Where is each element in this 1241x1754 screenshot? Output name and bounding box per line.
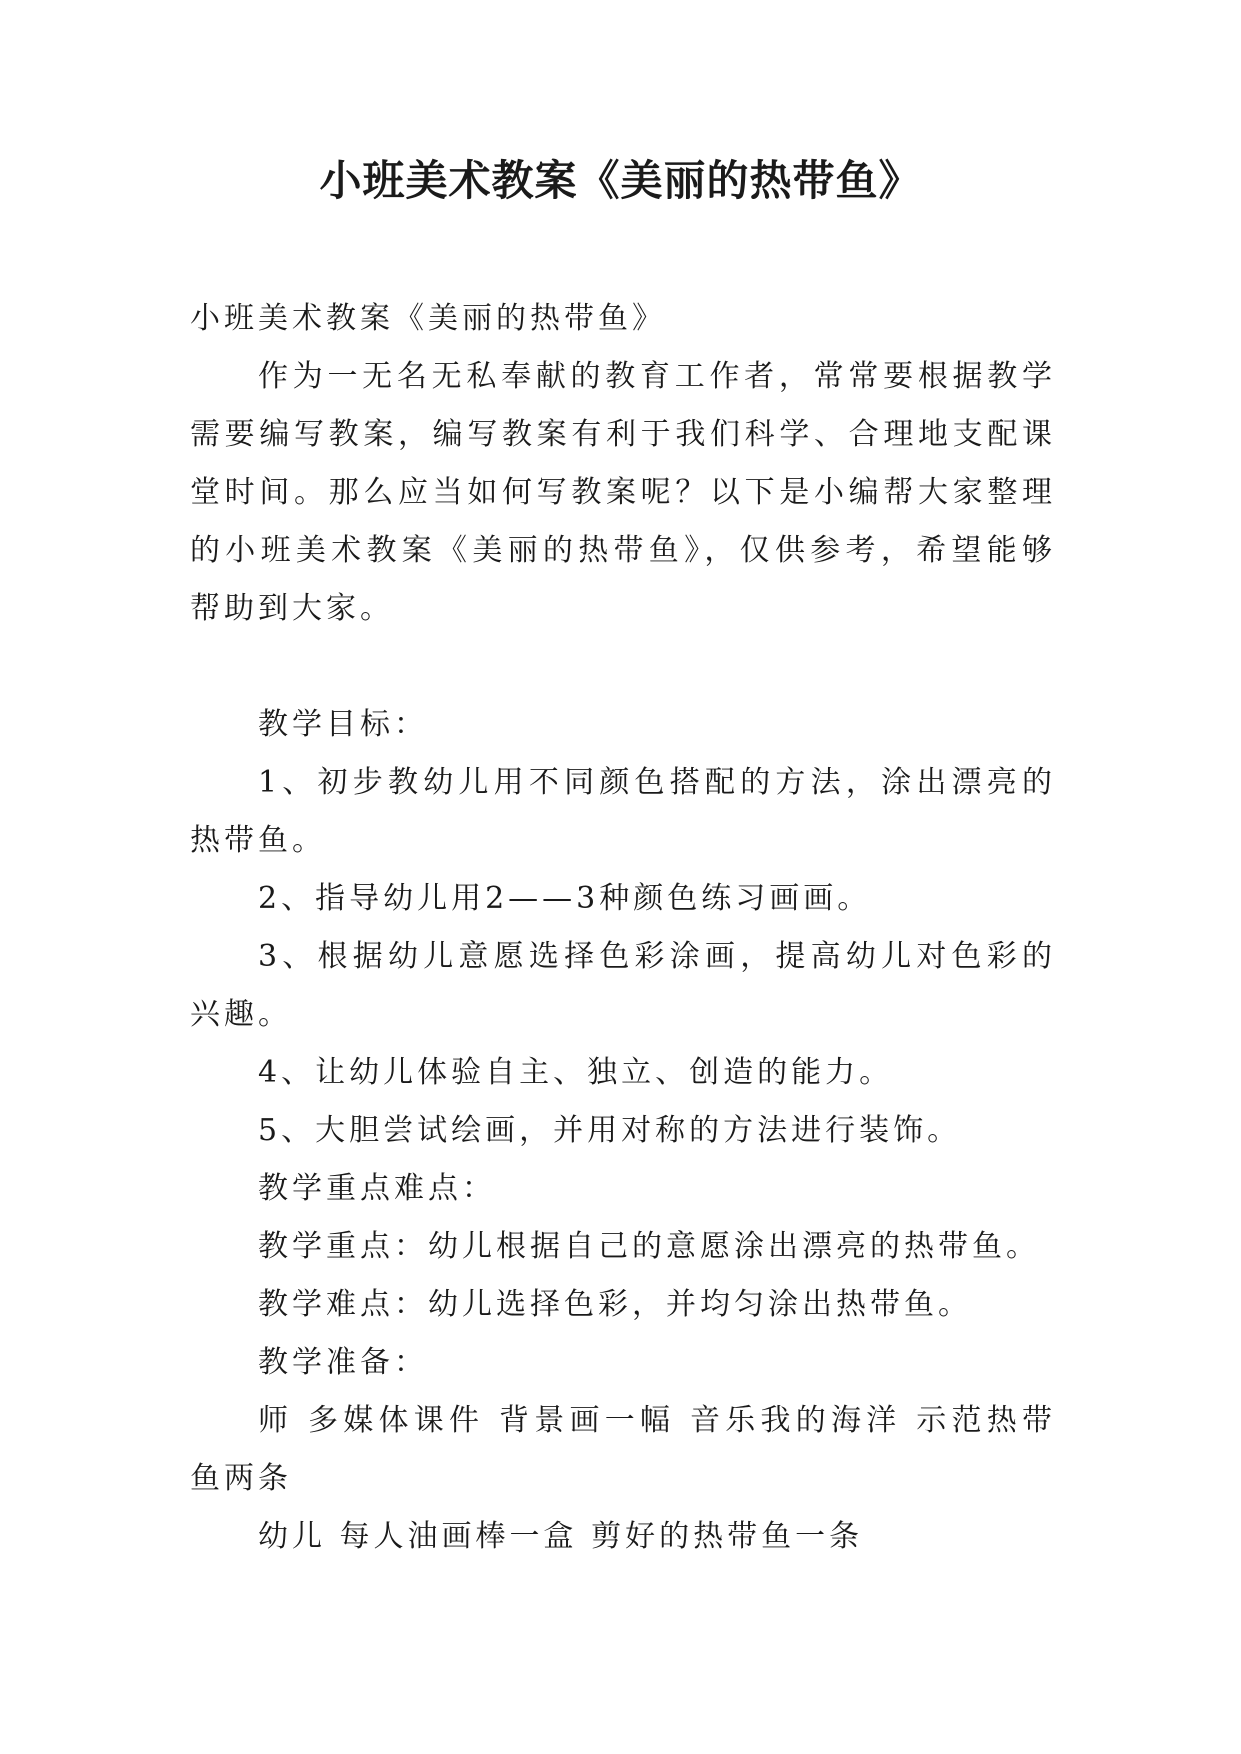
preparation-teacher: 师 多媒体课件 背景画一幅 音乐我的海洋 示范热带鱼两条 [190,1403,1056,1496]
objective-item-1: 1、初步教幼儿用不同颜色搭配的方法，涂出漂亮的热带鱼。 [190,765,1056,858]
objectives-heading: 教学目标： [258,707,428,742]
key-point-line: 教学重点：幼儿根据自己的意愿涂出漂亮的热带鱼。 [258,1229,1040,1264]
objective-item-3: 3、根据幼儿意愿选择色彩涂画，提高幼儿对色彩的兴趣。 [190,939,1056,1032]
intro-paragraph: 作为一无名无私奉献的教育工作者，常常要根据教学需要编写教案，编写教案有利于我们科学、合理地支配课堂时间。那么应当如何写教案呢？以下是小编帮大家整理的小班美术教案《美丽的热带鱼》，仅供参考，希望能够帮助到大家。 [190,359,1056,626]
document-title: 小班美术教案《美丽的热带鱼》 [319,156,922,205]
document-body [190,290,1056,1566]
key-points-heading: 教学重点难点： [258,1171,496,1206]
objective-item-2: 2、指导幼儿用2——3种颜色练习画画。 [258,881,872,916]
subtitle-line: 小班美术教案《美丽的热带鱼》 [190,301,666,336]
objective-item-5: 5、大胆尝试绘画，并用对称的方法进行装饰。 [258,1113,962,1148]
difficulty-line: 教学难点：幼儿选择色彩，并均匀涂出热带鱼。 [258,1287,972,1322]
objective-item-4: 4、让幼儿体验自主、独立、创造的能力。 [258,1055,894,1090]
preparation-heading: 教学准备： [258,1345,428,1380]
preparation-children: 幼儿 每人油画棒一盒 剪好的热带鱼一条 [258,1519,864,1554]
paragraph-gap [190,638,1056,696]
